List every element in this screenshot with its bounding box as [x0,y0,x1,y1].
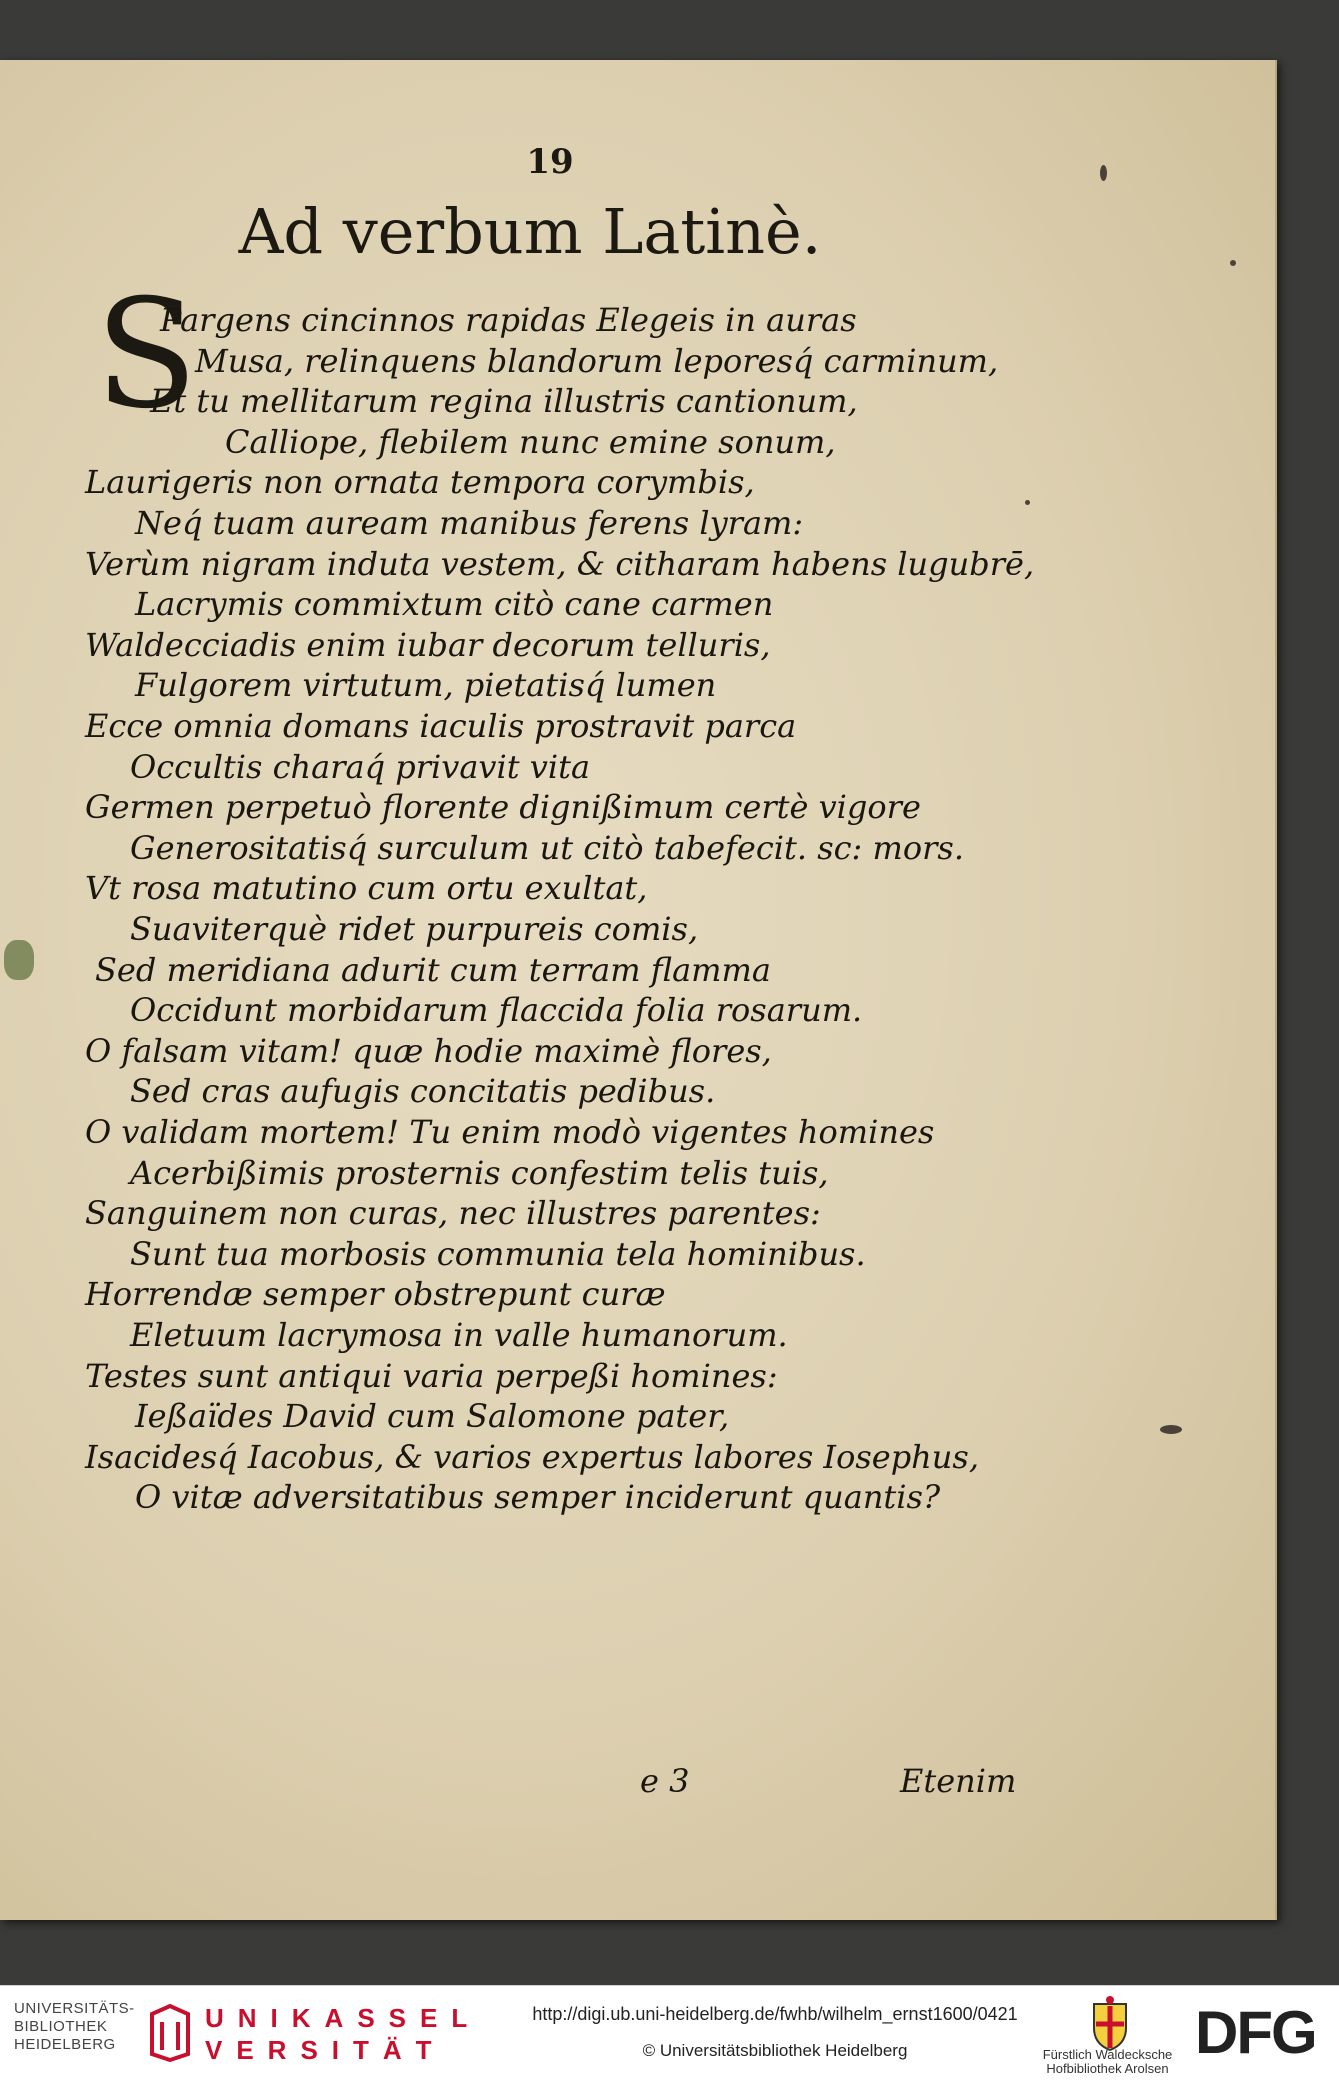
verse-line: Acerbißimis prosternis confestim telis tuis, [130,1153,829,1192]
verse-line: Laurigeris non ornata tempora corymbis, [85,463,755,502]
verse-line: Waldecciadis enim iubar decorum telluris, [85,625,771,664]
verse-line: Pargens cincinnos rapidas Elegeis in auras [160,301,857,339]
source-url-link[interactable]: http://digi.ub.uni-heidelberg.de/fwhb/wilhelm_ernst1600/0421 [532,2004,1018,2024]
verse-line: Calliope, flebilem nunc emine sonum, [225,422,836,461]
heidelberg-library-name: UNIVERSITÄTS- BIBLIOTHEK HEIDELBERG [14,2000,135,2053]
verse-line: Generositatisq́ surculum ut citò tabefecit. sc: mors. [130,828,964,867]
copyright-notice: © Universitätsbibliothek Heidelberg [642,2041,908,2060]
drop-cap: S [95,268,198,442]
verse-line: Isacidesq́ Iacobus, & varios expertus labores Iosephus, [85,1437,979,1476]
page-number: 19 [526,142,574,182]
verse-line: Sed meridiana adurit cum terram flamma [95,950,771,989]
verse-body [0,60,1275,1920]
verse-line: Eletuum lacrymosa in valle humanorum. [130,1316,788,1354]
ink-speck [1230,260,1236,266]
verse-line: Germen perpetuò florente dignißimum certè vigore [85,788,921,827]
ink-speck [1160,1425,1182,1434]
verse-line: Ecce omnia domans iaculis prostravit parca [85,707,797,745]
verse-line: Vt rosa matutino cum ortu exultat, [85,869,648,908]
verse-line: Lacrymis commixtum citò cane carmen [135,585,774,624]
book-page [0,60,1277,1920]
kassel-logo: UNIKASSEL VERSITÄT [205,2003,482,2065]
verse-line: Musa, relinquens blandorum leporesq́ carminum, [195,341,999,380]
verse-line: Ießaïdes David cum Salomone pater, [135,1397,730,1436]
digitization-footer [0,1985,1339,2080]
verse-line: O vitæ adversitatibus semper inciderunt quantis? [135,1478,941,1517]
verse-line: Occultis charaq́ privavit vita [130,747,591,786]
verse-line: O falsam vitam! quæ hodie maximè flores, [85,1031,772,1070]
verse-line: Sed cras aufugis concitatis pedibus. [130,1072,716,1111]
signature-mark: e 3 [640,1762,690,1800]
verse-line: Verùm nigram induta vestem, & citharam habens lugubrē, [85,544,1035,583]
page-heading: Ad verbum Latinè. [238,195,822,268]
heidelberg-logo-icon [148,2004,192,2062]
verse-line: Et tu mellitarum regina illustris cantionum, [150,382,858,421]
paper-stain [4,940,34,980]
verse-line: Neq́ tuam auream manibus ferens lyram: [135,504,804,542]
verse-line: Occidunt morbidarum flaccida folia rosarum. [130,991,863,1030]
ink-speck [1100,165,1107,181]
dfg-logo: DFG [1195,1999,1316,2066]
verse-line: Suaviterquè ridet purpureis comis, [130,910,699,948]
verse-line: Testes sunt antiqui varia perpeßi homines: [85,1356,778,1395]
arolsen-crest-icon [1080,1994,1140,2054]
catchword: Etenim [900,1762,1017,1800]
ink-speck [1025,500,1030,505]
verse-line: O validam mortem! Tu enim modò vigentes homines [85,1113,935,1151]
verse-line: Sunt tua morbosis communia tela hominibus. [130,1234,866,1273]
verse-line: Fulgorem virtutum, pietatisq́ lumen [135,666,717,705]
verse-line: Sanguinem non curas, nec illustres parentes: [85,1194,821,1233]
verse-line: Horrendæ semper obstrepunt curæ [85,1275,666,1314]
arolsen-library-name: Fürstlich Waldecksche Hofbibliothek Arolsen [1042,2047,1173,2076]
